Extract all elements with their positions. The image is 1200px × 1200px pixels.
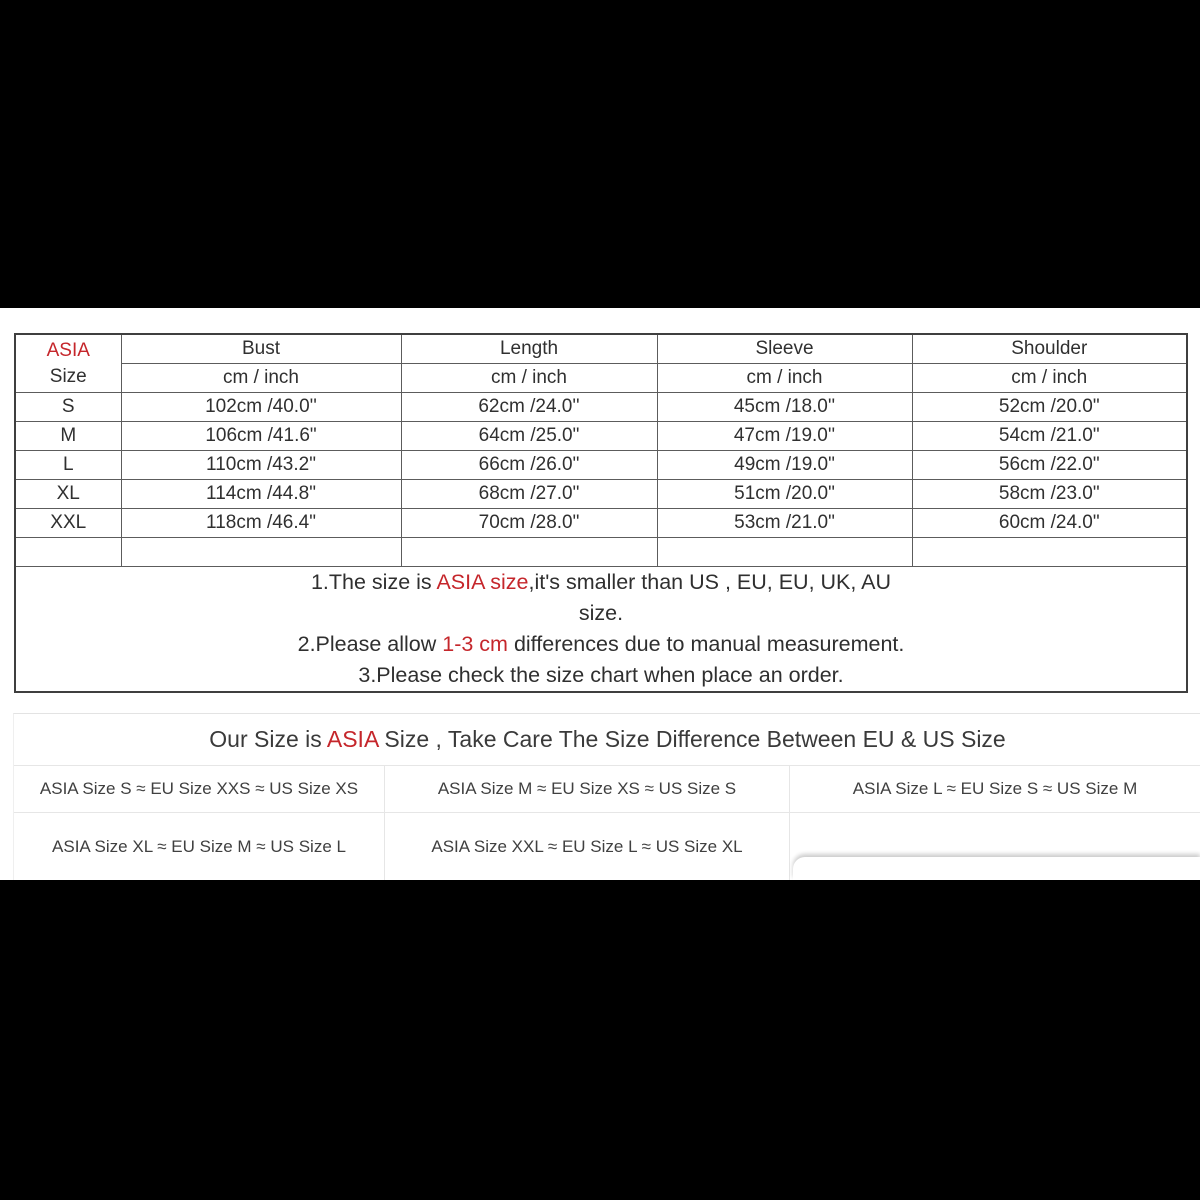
shoulder-value: 54cm /21.0" — [912, 422, 1187, 451]
unit-length: cm / inch — [401, 364, 657, 393]
length-value: 68cm /27.0" — [401, 480, 657, 509]
length-value: 64cm /25.0" — [401, 422, 657, 451]
col-header-bust: Bust — [121, 334, 401, 364]
bust-value: 118cm /46.4" — [121, 509, 401, 538]
empty-row — [15, 538, 1187, 567]
length-value: 66cm /26.0" — [401, 451, 657, 480]
bust-value: 114cm /44.8" — [121, 480, 401, 509]
empty-cell — [401, 538, 657, 567]
header-row-1 — [15, 334, 1187, 364]
conversion-section — [13, 713, 1200, 880]
sleeve-value: 47cm /19.0'' — [657, 422, 912, 451]
bust-value: 102cm /40.0'' — [121, 393, 401, 422]
conversion-cell-l: ASIA Size L ≈ EU Size S ≈ US Size M — [790, 766, 1200, 813]
note1-prefix: 1.The size is — [310, 570, 437, 594]
conversion-title — [14, 714, 1200, 766]
title-suffix: Size , Take Care The Size Difference Between EU & US Size — [378, 726, 1006, 752]
title-red-text: ASIA — [326, 726, 379, 752]
corner-size-label: Size — [49, 365, 87, 387]
sleeve-value: 53cm /21.0" — [657, 509, 912, 538]
empty-cell — [912, 538, 1187, 567]
size-table — [14, 333, 1188, 693]
unit-sleeve: cm / inch — [657, 364, 912, 393]
corner-header — [15, 334, 121, 393]
table-row-m — [15, 422, 1187, 451]
col-header-length: Length — [401, 334, 657, 364]
sleeve-value: 51cm /20.0" — [657, 480, 912, 509]
length-value: 62cm /24.0'' — [401, 393, 657, 422]
conversion-cell-xl: ASIA Size XL ≈ EU Size M ≈ US Size L — [14, 813, 385, 880]
note1-suffix: ,it's smaller than US , EU, EU, UK, AU — [528, 570, 892, 594]
size-label: S — [15, 393, 121, 422]
conversion-cell-s: ASIA Size S ≈ EU Size XXS ≈ US Size XS — [14, 766, 385, 813]
bust-value: 110cm /43.2" — [121, 451, 401, 480]
empty-cell — [15, 538, 121, 567]
sleeve-value: 45cm /18.0'' — [657, 393, 912, 422]
shoulder-value: 58cm /23.0" — [912, 480, 1187, 509]
note-line-1-cont: size. — [578, 601, 624, 625]
header-row-units — [15, 364, 1187, 393]
empty-cell — [657, 538, 912, 567]
table-row-s — [15, 393, 1187, 422]
col-header-shoulder: Shoulder — [912, 334, 1187, 364]
empty-cell — [121, 538, 401, 567]
notes-row — [15, 567, 1187, 693]
note-line-2 — [16, 629, 1186, 660]
conversion-cell-xxl: ASIA Size XXL ≈ EU Size L ≈ US Size XL — [385, 813, 790, 880]
note2-prefix: 2.Please allow — [297, 632, 443, 656]
table-row-xl — [15, 480, 1187, 509]
shoulder-value: 52cm /20.0" — [912, 393, 1187, 422]
conversion-cell-m: ASIA Size M ≈ EU Size XS ≈ US Size S — [385, 766, 790, 813]
note2-suffix: differences due to manual measurement. — [507, 632, 905, 656]
length-value: 70cm /28.0" — [401, 509, 657, 538]
corner-asia-label: ASIA — [46, 339, 90, 361]
size-label: L — [15, 451, 121, 480]
clipped-text-sliver — [16, 311, 268, 324]
size-label: XXL — [15, 509, 121, 538]
title-prefix: Our Size is — [209, 726, 327, 752]
shoulder-value: 60cm /24.0" — [912, 509, 1187, 538]
note2-red-text: 1-3 cm — [442, 632, 508, 656]
note-line-3: 3.Please check the size chart when place an order. — [358, 663, 844, 687]
table-row-xxl — [15, 509, 1187, 538]
col-header-sleeve: Sleeve — [657, 334, 912, 364]
unit-bust: cm / inch — [121, 364, 401, 393]
sleeve-value: 49cm /19.0" — [657, 451, 912, 480]
bust-value: 106cm /41.6" — [121, 422, 401, 451]
size-label: M — [15, 422, 121, 451]
note-line-1 — [16, 567, 1186, 598]
size-label: XL — [15, 480, 121, 509]
notes-cell — [15, 567, 1187, 693]
note1-red-text: ASIA size — [436, 570, 529, 594]
rounded-overlay-card — [793, 857, 1200, 880]
unit-shoulder: cm / inch — [912, 364, 1187, 393]
shoulder-value: 56cm /22.0" — [912, 451, 1187, 480]
table-row-l — [15, 451, 1187, 480]
